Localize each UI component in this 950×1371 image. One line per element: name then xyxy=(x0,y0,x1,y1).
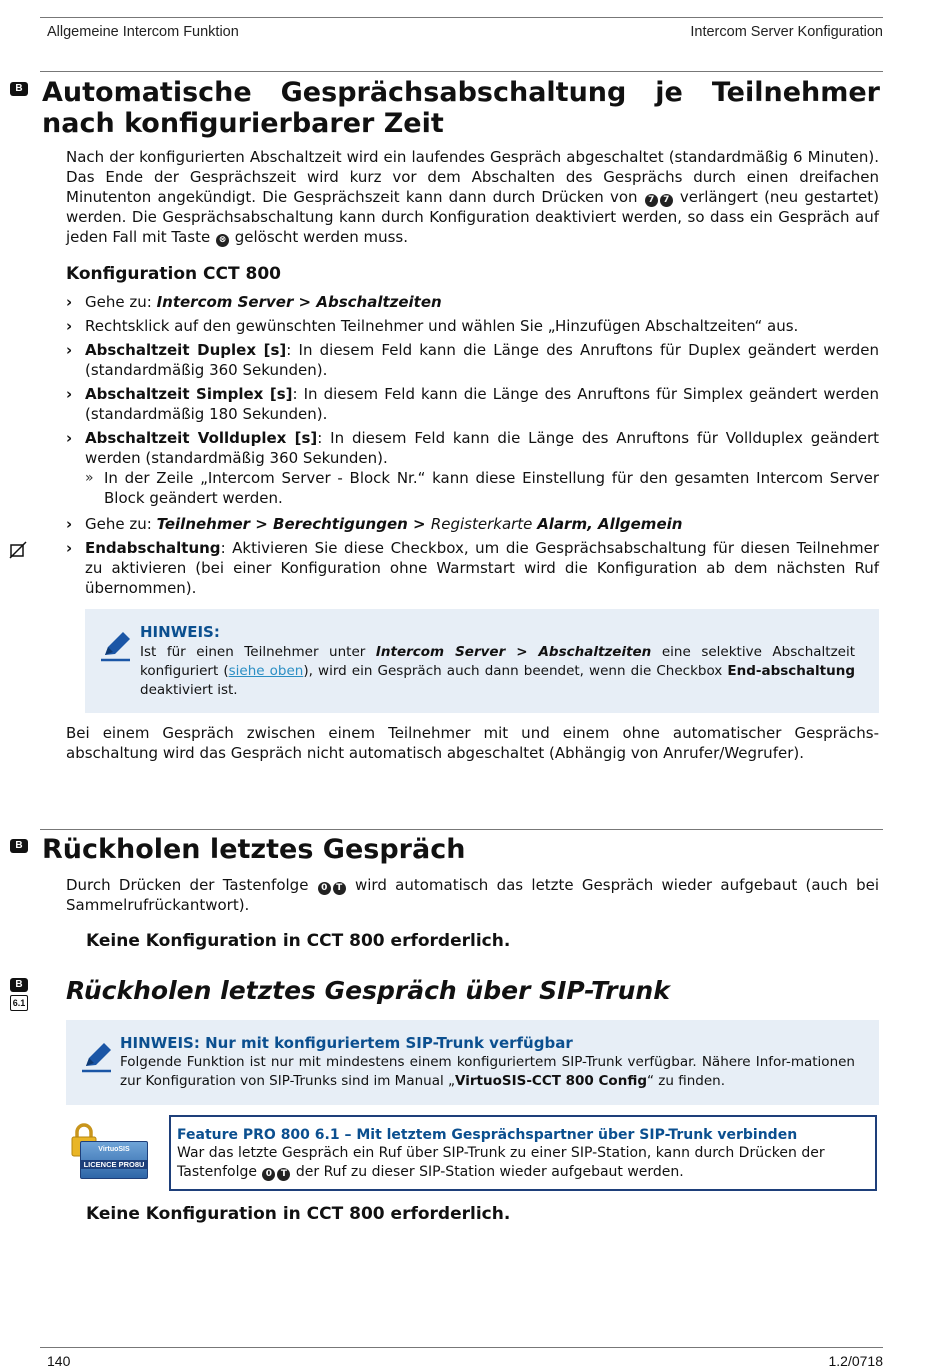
list-item: › Endabschaltung: Aktivieren Sie diese Checkbox, um die Gesprächsabschaltung für diesen Teilnehmer zu aktivieren (bei einer Konfiguration ohne Warmstart wird die Konfiguration ab dem nächsten Ruf übernommen). xyxy=(66,539,879,597)
key-0-icon: 0 xyxy=(262,1168,275,1181)
double-chevron-icon: » xyxy=(85,470,94,486)
subsection-title: Rückholen letztes Gespräch über SIP-Trunk xyxy=(66,976,670,1005)
header-right-title: Intercom Server Konfiguration xyxy=(690,24,883,40)
note-title: HINWEIS: Nur mit konfiguriertem SIP-Trunk verfügbar xyxy=(120,1034,573,1052)
chevron-right-icon: › xyxy=(66,341,73,359)
key-7-icon: 7 xyxy=(645,194,658,207)
header-top-rule xyxy=(40,17,883,18)
feature-text: War das letzte Gespräch ein Ruf über SIP-Trunk zu einer SIP-Station, kann durch Drücken der Tastenfolge 0 T der Ruf zu dieser SIP-Station wieder aufgebaut werden. xyxy=(177,1145,825,1180)
pencil-icon xyxy=(99,629,133,663)
key-7-icon: 7 xyxy=(660,194,673,207)
section-paragraph: Durch Drücken der Tastenfolge 0 T wird automatisch das letzte Gespräch wieder aufgebaut (auch bei Sammelrufrückantwort). xyxy=(66,876,879,914)
note-box xyxy=(85,609,879,713)
header-bottom-rule xyxy=(40,71,883,72)
list-item: › Abschaltzeit Vollduplex [s]: In diesem Feld kann die Länge des Anruftons für Vollduplex geändert werden (standardmäßig 360 Sekunden). » In der Zeile „Intercom Server - Block Nr.“ kann diese Einstellung für den gesamten Intercom Server Block geändert werden. xyxy=(66,429,879,507)
chevron-right-icon: › xyxy=(66,429,73,447)
list-item: › Gehe zu: Intercom Server > Abschaltzeiten xyxy=(66,293,442,311)
chevron-right-icon: › xyxy=(66,539,73,557)
section-badge: B xyxy=(10,978,28,992)
note-title: HINWEIS: xyxy=(140,623,220,641)
license-brand: VirtuoSIS xyxy=(98,1146,130,1153)
footer-rule xyxy=(40,1347,883,1348)
page-number: 140 xyxy=(47,1353,71,1369)
key-t-icon: T xyxy=(277,1168,290,1181)
note-text: Folgende Funktion ist nur mit mindestens einem konfiguriertem SIP-Trunk verfügbar. Nähere Infor-mationen zur Konfiguration von SIP-Trunks sind im Manual „VirtuoSIS-CCT 800 Config“ zu finden. xyxy=(120,1054,855,1089)
section-badge: B xyxy=(10,839,28,853)
closing-paragraph: Bei einem Gespräch zwischen einem Teilnehmer mit und einem ohne automatischer Gesprächs-abschaltung wird das Gespräch nicht automatisch abgeschaltet (Abhängig von Anrufer/Wegrufer). xyxy=(66,724,879,762)
chevron-right-icon: › xyxy=(66,293,73,311)
feature-title: Feature PRO 800 6.1 – Mit letztem Gesprächspartner über SIP-Trunk verbinden xyxy=(177,1127,798,1143)
key-0-icon: 0 xyxy=(318,882,331,895)
document-version: 1.2/0718 xyxy=(828,1353,883,1369)
section-rule xyxy=(40,829,883,830)
chevron-right-icon: › xyxy=(66,317,73,335)
list-item: › Abschaltzeit Simplex [s]: In diesem Feld kann die Länge des Anruftons für Simplex geändert werden (standardmäßig 180 Sekunden). xyxy=(66,385,879,423)
feature-box xyxy=(169,1115,877,1191)
list-item: › Rechtsklick auf den gewünschten Teilnehmer und wählen Sie „Hinzufügen Abschaltzeiten“ aus. xyxy=(66,317,799,335)
license-label: LICENCE PRO8U xyxy=(81,1160,147,1169)
header-left-title: Allgemeine Intercom Funktion xyxy=(47,24,239,40)
note-text: Ist für einen Teilnehmer unter Intercom Server > Abschaltzeiten eine selektive Abschaltzeit konfiguriert (siehe oben), wird ein Gespräch auch dann beendet, wenn die Checkbox End-abschaltung deaktiviert ist. xyxy=(140,644,856,698)
key-t-icon: T xyxy=(333,882,346,895)
license-card xyxy=(80,1141,148,1179)
config-steps xyxy=(66,292,879,602)
section-badge: B xyxy=(10,82,28,96)
note-box xyxy=(66,1020,879,1105)
section-title: Automatische Gesprächsabschaltung je Teilnehmer nach konfigurierbarer Zeit xyxy=(42,77,880,139)
section-title: Rückholen letztes Gespräch xyxy=(42,834,466,865)
pencil-icon xyxy=(80,1040,114,1074)
config-heading: Konfiguration CCT 800 xyxy=(66,264,281,284)
chevron-right-icon: › xyxy=(66,515,73,533)
no-config-note: Keine Konfiguration in CCT 800 erforderlich. xyxy=(86,1204,511,1224)
checkbox-disabled-icon xyxy=(9,541,27,559)
see-above-link[interactable]: siehe oben xyxy=(228,663,304,679)
sub-note: » In der Zeile „Intercom Server - Block Nr.“ kann diese Einstellung für den gesamten Intercom Server Block geändert werden. xyxy=(85,469,879,507)
key-clear-icon: ⊗ xyxy=(216,234,229,247)
license-lock-icon xyxy=(70,1123,150,1179)
list-item: › Gehe zu: Teilnehmer > Berechtigungen > Registerkarte Alarm, Allgemein xyxy=(66,515,683,533)
no-config-note: Keine Konfiguration in CCT 800 erforderlich. xyxy=(86,931,511,951)
list-item: › Abschaltzeit Duplex [s]: In diesem Feld kann die Länge des Anruftons für Duplex geändert werden (standardmäßig 360 Sekunden). xyxy=(66,341,880,379)
chevron-right-icon: › xyxy=(66,385,73,403)
intro-paragraph: Nach der konfigurierten Abschaltzeit wird ein laufendes Gespräch abgeschaltet (standardmäßig 6 Minuten). Das Ende der Gesprächszeit wird kurz vor dem Abschalten des Gesprächs durch einen dreifachen Minutenton angekündigt. Die Gesprächszeit kann dann durch Drücken von 7 7 verlängert (neu gestartet) werden. Die Gesprächsabschaltung kann durch Konfiguration deaktiviert werden, so dass ein Gespräch auf jeden Fall mit Taste ⊗ gelöscht werden muss. xyxy=(66,148,880,246)
version-badge: 6.1 xyxy=(10,995,28,1011)
